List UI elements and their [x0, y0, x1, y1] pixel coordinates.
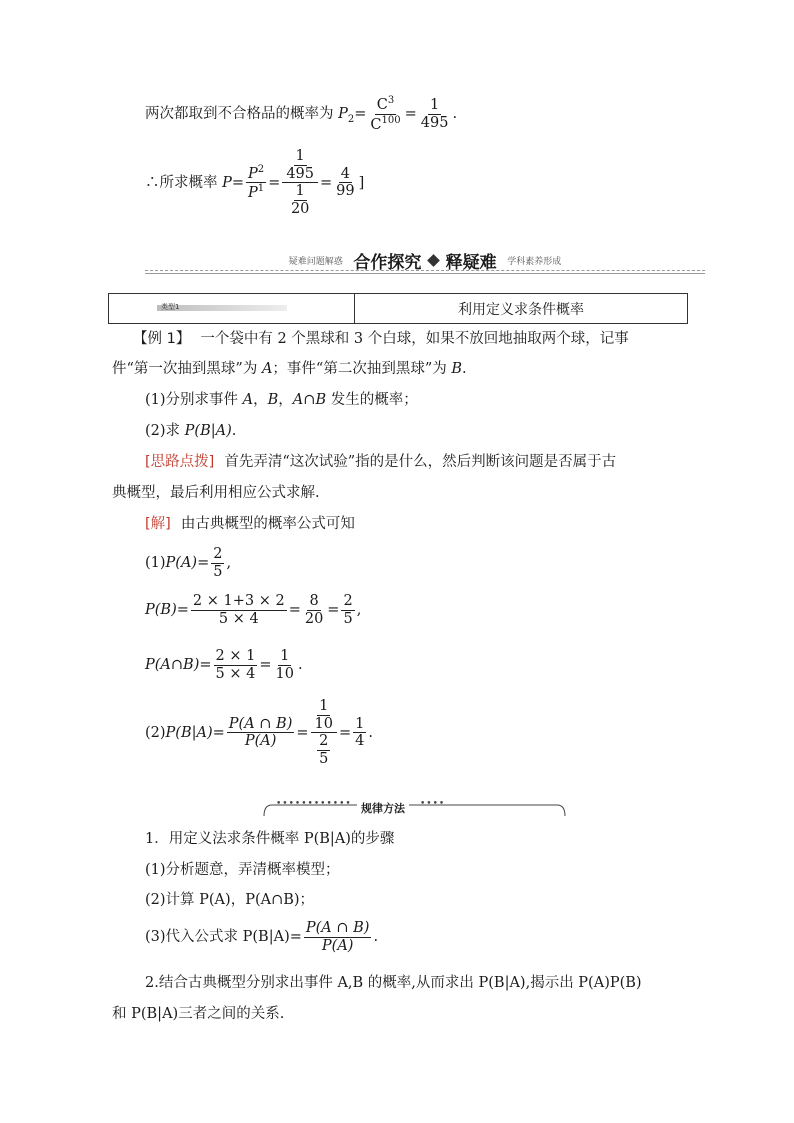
fraction [419, 97, 451, 131]
text: 两次都取到不合格品的概率为 [145, 106, 334, 122]
denominator: 5 [213, 563, 223, 580]
denominator [368, 115, 402, 134]
compound-denominator [317, 733, 330, 767]
compound-numerator [282, 148, 318, 183]
fraction [246, 164, 266, 202]
text: ， [253, 392, 268, 408]
math-var: A [292, 392, 304, 408]
hint-text: 典概型，最后利用相应公式求解. [112, 485, 320, 501]
eq-sign: = [259, 657, 272, 674]
method-header [262, 800, 567, 818]
eq-sign: = [354, 106, 367, 122]
math-expr: P(A∩B) [145, 657, 200, 674]
denominator: 5 × 4 [218, 610, 259, 627]
fraction [334, 166, 356, 200]
comb-c: C [370, 116, 382, 133]
comb-sup: 100 [381, 114, 401, 126]
eq-sign: = [268, 174, 281, 191]
math-var: A [261, 361, 273, 377]
banner-rule [145, 273, 705, 274]
solution-step-3 [145, 648, 303, 682]
banner-title-b: 释疑难 [445, 253, 497, 273]
dots-decoration: •••• [420, 799, 446, 809]
numerator [375, 95, 396, 115]
prob-both-defective-line [145, 95, 457, 133]
fraction [353, 716, 366, 750]
text: 发生的概率； [326, 392, 418, 408]
banner-right-text: 学科素养形成 [507, 257, 562, 267]
example-line-2 [112, 359, 467, 379]
math-sup: 2 [257, 163, 265, 175]
fraction [274, 648, 296, 682]
text: 件“第一次抽到黑球”为 [112, 361, 262, 377]
text: . [231, 423, 237, 439]
math-expr: P(B|A) [184, 423, 232, 439]
fraction [341, 593, 354, 627]
text: , [356, 602, 362, 619]
question-1 [145, 390, 418, 410]
numerator: 2 [213, 546, 223, 562]
method-label: 规律方法 [357, 800, 409, 816]
numerator: 2 × 1+3 × 2 [192, 593, 285, 609]
math-var: B [315, 392, 327, 408]
fraction [284, 148, 316, 182]
denominator: 10 [275, 665, 294, 682]
denominator: P(A) [244, 733, 277, 750]
fraction [289, 183, 311, 217]
text: . [368, 724, 373, 741]
denominator: 10 [314, 715, 333, 732]
type-heading: 利用定义求条件概率 [458, 301, 584, 318]
hint-tag: [思路点拨] [145, 454, 215, 470]
numerator: 1 [280, 648, 290, 664]
example-text: 一个袋中有 2 个黑球和 3 个白球，如果不放回地抽取两个球，记事 [200, 331, 629, 347]
example-label: 【例 1】 [133, 331, 191, 347]
denominator: 99 [336, 183, 355, 200]
compound-denominator [289, 183, 311, 217]
compound-numerator [311, 698, 337, 733]
math-var: P [248, 185, 258, 202]
compound-fraction [282, 148, 318, 218]
denominator: 5 [343, 610, 353, 627]
banner-left-text: 疑难问题解惑 [288, 257, 343, 267]
numerator: 8 [309, 593, 319, 609]
text: (2) [145, 724, 166, 741]
eq-sign: = [199, 657, 212, 674]
fraction [227, 716, 295, 750]
denominator: 495 [286, 165, 315, 182]
math-op: ∩ [303, 392, 316, 408]
eq-sign: = [231, 174, 245, 191]
numerator: 1 [319, 698, 329, 714]
fraction [313, 698, 335, 732]
type-tag-cell [109, 294, 355, 323]
text: (2)求 [145, 423, 185, 439]
math-var: B [451, 361, 463, 377]
math-expr: P(B|A) [165, 724, 213, 741]
solution-text: 由古典概型的概率公式可知 [180, 516, 355, 532]
denominator [246, 183, 266, 202]
method-heading-2-line-2: 和 P(B|A)三者之间的关系. [112, 1006, 285, 1022]
math-var: P [222, 174, 232, 191]
denominator: 20 [290, 201, 310, 218]
eq-sign: = [176, 602, 189, 619]
fraction [211, 546, 224, 580]
eq-sign: = [404, 106, 417, 122]
text: ；事件“第二次抽到黑球”为 [272, 361, 452, 377]
method-item-2: (2)计算 P(A)，P(A∩B)； [145, 892, 315, 908]
fraction [303, 593, 325, 627]
bracket: ] [358, 174, 365, 191]
solution-intro [145, 514, 355, 534]
text: ∴所求概率 [145, 174, 218, 191]
question-2 [145, 421, 236, 441]
denominator: 20 [304, 610, 324, 627]
denominator: 4 [355, 733, 365, 750]
math-var: P [248, 165, 258, 182]
eq-sign: = [320, 174, 333, 191]
eq-sign: = [212, 724, 225, 741]
text: . [297, 657, 303, 674]
denominator: P(A) [321, 937, 354, 954]
math-sup: 1 [257, 183, 265, 195]
fraction [214, 648, 258, 682]
compound-fraction [311, 698, 337, 768]
denominator: 495 [420, 114, 449, 131]
method-heading-1: 1．用定义法求条件概率 P(B|A)的步骤 [145, 831, 395, 847]
text: (3)代入公式求 P(B|A)= [145, 929, 302, 946]
eq-sign: = [296, 724, 309, 741]
method-item-1: (1)分析题意，弄清概率模型； [145, 862, 340, 878]
fraction [317, 733, 330, 767]
numerator [246, 164, 266, 184]
math-var: A [242, 392, 254, 408]
eq-sign: = [288, 602, 301, 619]
math-sub: 2 [347, 113, 355, 125]
text: ， [278, 392, 293, 408]
eq-sign: = [338, 724, 352, 741]
numerator: 2 [319, 733, 329, 750]
method-heading-2-line-1: 2.结合古典概型分别求出事件 A,B 的概率,从而求出 P(B|A),揭示出 P(A)P(B) [145, 975, 642, 991]
fraction [368, 95, 402, 133]
section-banner [145, 248, 705, 272]
fraction [304, 920, 372, 954]
comb-c: C [376, 96, 388, 113]
numerator: 1 [295, 148, 305, 164]
solution-step-1 [145, 546, 231, 580]
method-item-3 [145, 920, 378, 954]
numerator: P(A ∩ B) [228, 715, 293, 732]
hint-text: 首先弄清“这次试验”指的是什么，然后判断该问题是否属于古 [224, 454, 617, 470]
numerator: 4 [340, 165, 351, 182]
numerator: 1 [429, 96, 440, 113]
numerator: 2 [343, 593, 353, 609]
banner-rule [145, 270, 705, 271]
eq-sign: = [197, 555, 210, 572]
denominator: 5 × 4 [215, 665, 256, 682]
denominator: 5 [319, 751, 329, 768]
example-line-1 [133, 329, 629, 349]
numerator: P(A ∩ B) [305, 920, 370, 936]
math-var: P [338, 106, 348, 122]
numerator: 1 [355, 715, 365, 732]
diamond-icon [427, 254, 440, 267]
hint-line-1 [145, 452, 616, 472]
math-expr: P(A) [165, 555, 198, 572]
period: . [452, 106, 458, 122]
math-expr: P(B) [145, 602, 177, 619]
numerator: 1 [295, 183, 305, 200]
solution-tag: [解] [145, 516, 171, 532]
hint-line-2 [112, 483, 320, 503]
fraction [191, 593, 287, 627]
text: . [373, 929, 379, 946]
dots-decoration: •••••••••••• [276, 799, 352, 809]
banner-title-a: 合作探究 [353, 253, 422, 273]
numerator: 2 × 1 [215, 648, 256, 664]
text: (1)分别求事件 [145, 392, 243, 408]
text: . [462, 361, 467, 377]
eq-sign: = [327, 602, 340, 619]
solution-step-4 [145, 698, 373, 768]
required-prob-line [145, 148, 364, 218]
type-tag-label: 类型1 [161, 303, 180, 311]
type-heading-box [108, 293, 688, 324]
text: , [226, 555, 232, 572]
text: (1) [145, 555, 166, 572]
math-var: B [267, 392, 279, 408]
solution-step-2 [145, 593, 361, 627]
comb-sup: 3 [387, 95, 395, 106]
